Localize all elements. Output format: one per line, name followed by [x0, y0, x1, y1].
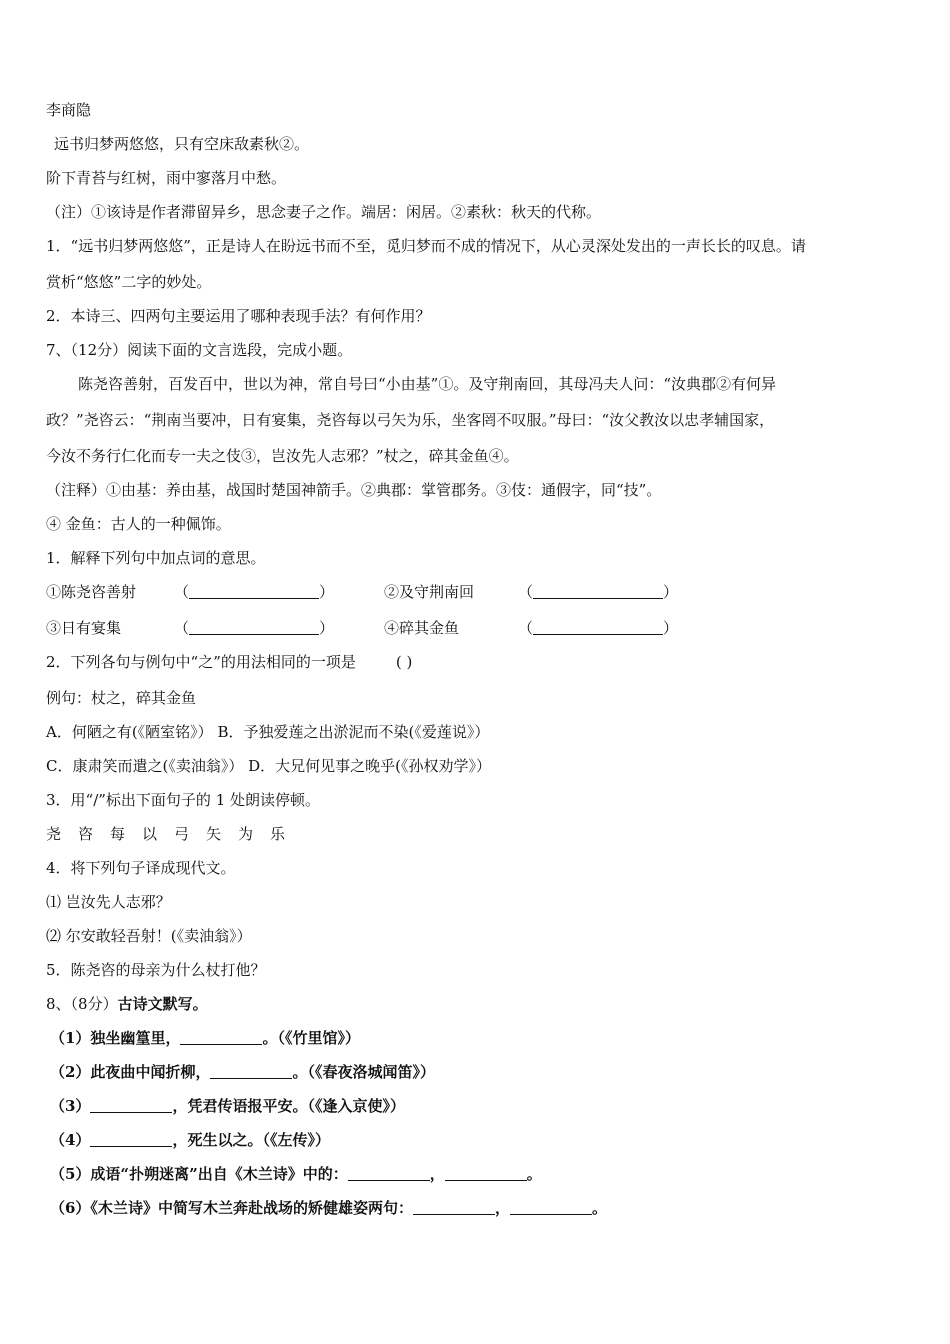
word-item-3: ③日有宴集	[46, 619, 122, 637]
answer-blank-3[interactable]: （ ）	[174, 619, 335, 637]
poem-line-2: 阶下青苔与红树，雨中寥落月中愁。	[46, 169, 287, 187]
poem-line-1: 远书归梦两悠悠，只有空床敌素秋②。	[54, 135, 310, 153]
fill-blank[interactable]	[413, 1200, 495, 1215]
fill-blank[interactable]	[90, 1132, 172, 1147]
q7-sub-4-1: ⑴ 岂汝先人志邪？	[46, 893, 171, 911]
q8-header: 8、（8分）古诗文默写。	[46, 995, 208, 1013]
poem-note: （注）①该诗是作者滞留异乡，思念妻子之作。端居：闲居。②素秋：秋天的代称。	[46, 203, 602, 221]
q7-example: 例句：杖之，碎其金鱼	[46, 689, 197, 707]
q8-line-1: （1）独坐幽篁里， 。（《竹里馆》）	[50, 1029, 360, 1047]
q7-options-ab: A．何陋之有(《陋室铭》） B．予独爱莲之出淤泥而不染(《爱莲说》）	[46, 723, 490, 741]
answer-blank-1[interactable]: （ ）	[174, 583, 335, 601]
word-item-1: ①陈尧咨善射	[46, 583, 137, 601]
q7-sub-4-2: ⑵ 尔安敢轻吾射！(《卖油翁》）	[46, 927, 252, 945]
q8-line-4: （4） ，死生以之。（《左传》）	[50, 1131, 330, 1149]
q7-sub-1: 1．解释下列句中加点词的意思。	[46, 549, 266, 567]
fill-blank[interactable]	[348, 1166, 430, 1181]
q8-line-3: （3） ，凭君传语报平安。（《逢入京使》）	[50, 1097, 405, 1115]
poem-question-1b: 赏析“悠悠”二字的妙处。	[46, 273, 212, 291]
q7-sub-4: 4．将下列句子译成现代文。	[46, 859, 236, 877]
q8-line-6: （6）《木兰诗》中简写木兰奔赴战场的矫健雄姿两句： ， 。	[50, 1199, 607, 1217]
fill-blank[interactable]	[90, 1098, 172, 1113]
q7-passage-3: 今汝不务行仁化而专一夫之伎③，岂汝先人志邪？”杖之，碎其金鱼④。	[46, 447, 519, 465]
fill-blank[interactable]	[210, 1064, 292, 1079]
q7-options-cd: C．康肃笑而遣之(《卖油翁》） D．大兄何见事之晚乎(《孙权劝学》）	[46, 757, 491, 775]
poem-question-1a: 1．“远书归梦两悠悠”，正是诗人在盼远书而不至，觅归梦而不成的情况下，从心灵深处发出的一声长长的叹息。请	[46, 237, 806, 255]
q7-sub-3-sentence: 尧咨每以弓矢为乐	[46, 825, 303, 843]
choice-answer-paren[interactable]: ( )	[395, 653, 413, 671]
q7-passage-2: 政？”尧咨云：“荆南当要冲，日有宴集，尧咨每以弓矢为乐，坐客罔不叹服。”母曰：“汝父教汝以忠孝辅国家，	[46, 411, 775, 429]
q7-header: 7、（12分）阅读下面的文言选段，完成小题。	[46, 341, 353, 359]
fill-blank[interactable]	[445, 1166, 527, 1181]
answer-blank-2[interactable]: （ ）	[518, 583, 679, 601]
q7-passage-1: 陈尧咨善射，百发百中，世以为神，常自号曰“小由基”①。及守荆南回，其母冯夫人问：“汝典郡②有何异	[78, 375, 777, 393]
q7-sub-3: 3．用“/”标出下面句子的 1 处朗读停顿。	[46, 791, 321, 809]
q8-line-2: （2）此夜曲中闻折柳， 。（《春夜洛城闻笛》）	[50, 1063, 435, 1081]
q8-line-5: （5）成语“扑朔迷离”出自《木兰诗》中的： ， 。	[50, 1165, 542, 1183]
poem-author: 李商隐	[46, 101, 92, 119]
word-item-4: ④碎其金鱼	[384, 619, 460, 637]
fill-blank[interactable]	[510, 1200, 592, 1215]
q7-note-2: ④ 金鱼：古人的一种佩饰。	[46, 515, 231, 533]
answer-blank-4[interactable]: （ ）	[518, 619, 679, 637]
q7-sub-5: 5．陈尧咨的母亲为什么杖打他？	[46, 961, 266, 979]
q7-note-1: （注释）①由基：养由基，战国时楚国神箭手。②典郡：掌管郡务。③伎：通假字，同“技”。	[46, 481, 662, 499]
poem-question-2: 2．本诗三、四两句主要运用了哪种表现手法？有何作用？	[46, 307, 431, 325]
fill-blank[interactable]	[180, 1030, 262, 1045]
word-item-2: ②及守荆南回	[384, 583, 475, 601]
q7-sub-2: 2．下列各句与例句中“之”的用法相同的一项是 ( )	[46, 653, 413, 671]
